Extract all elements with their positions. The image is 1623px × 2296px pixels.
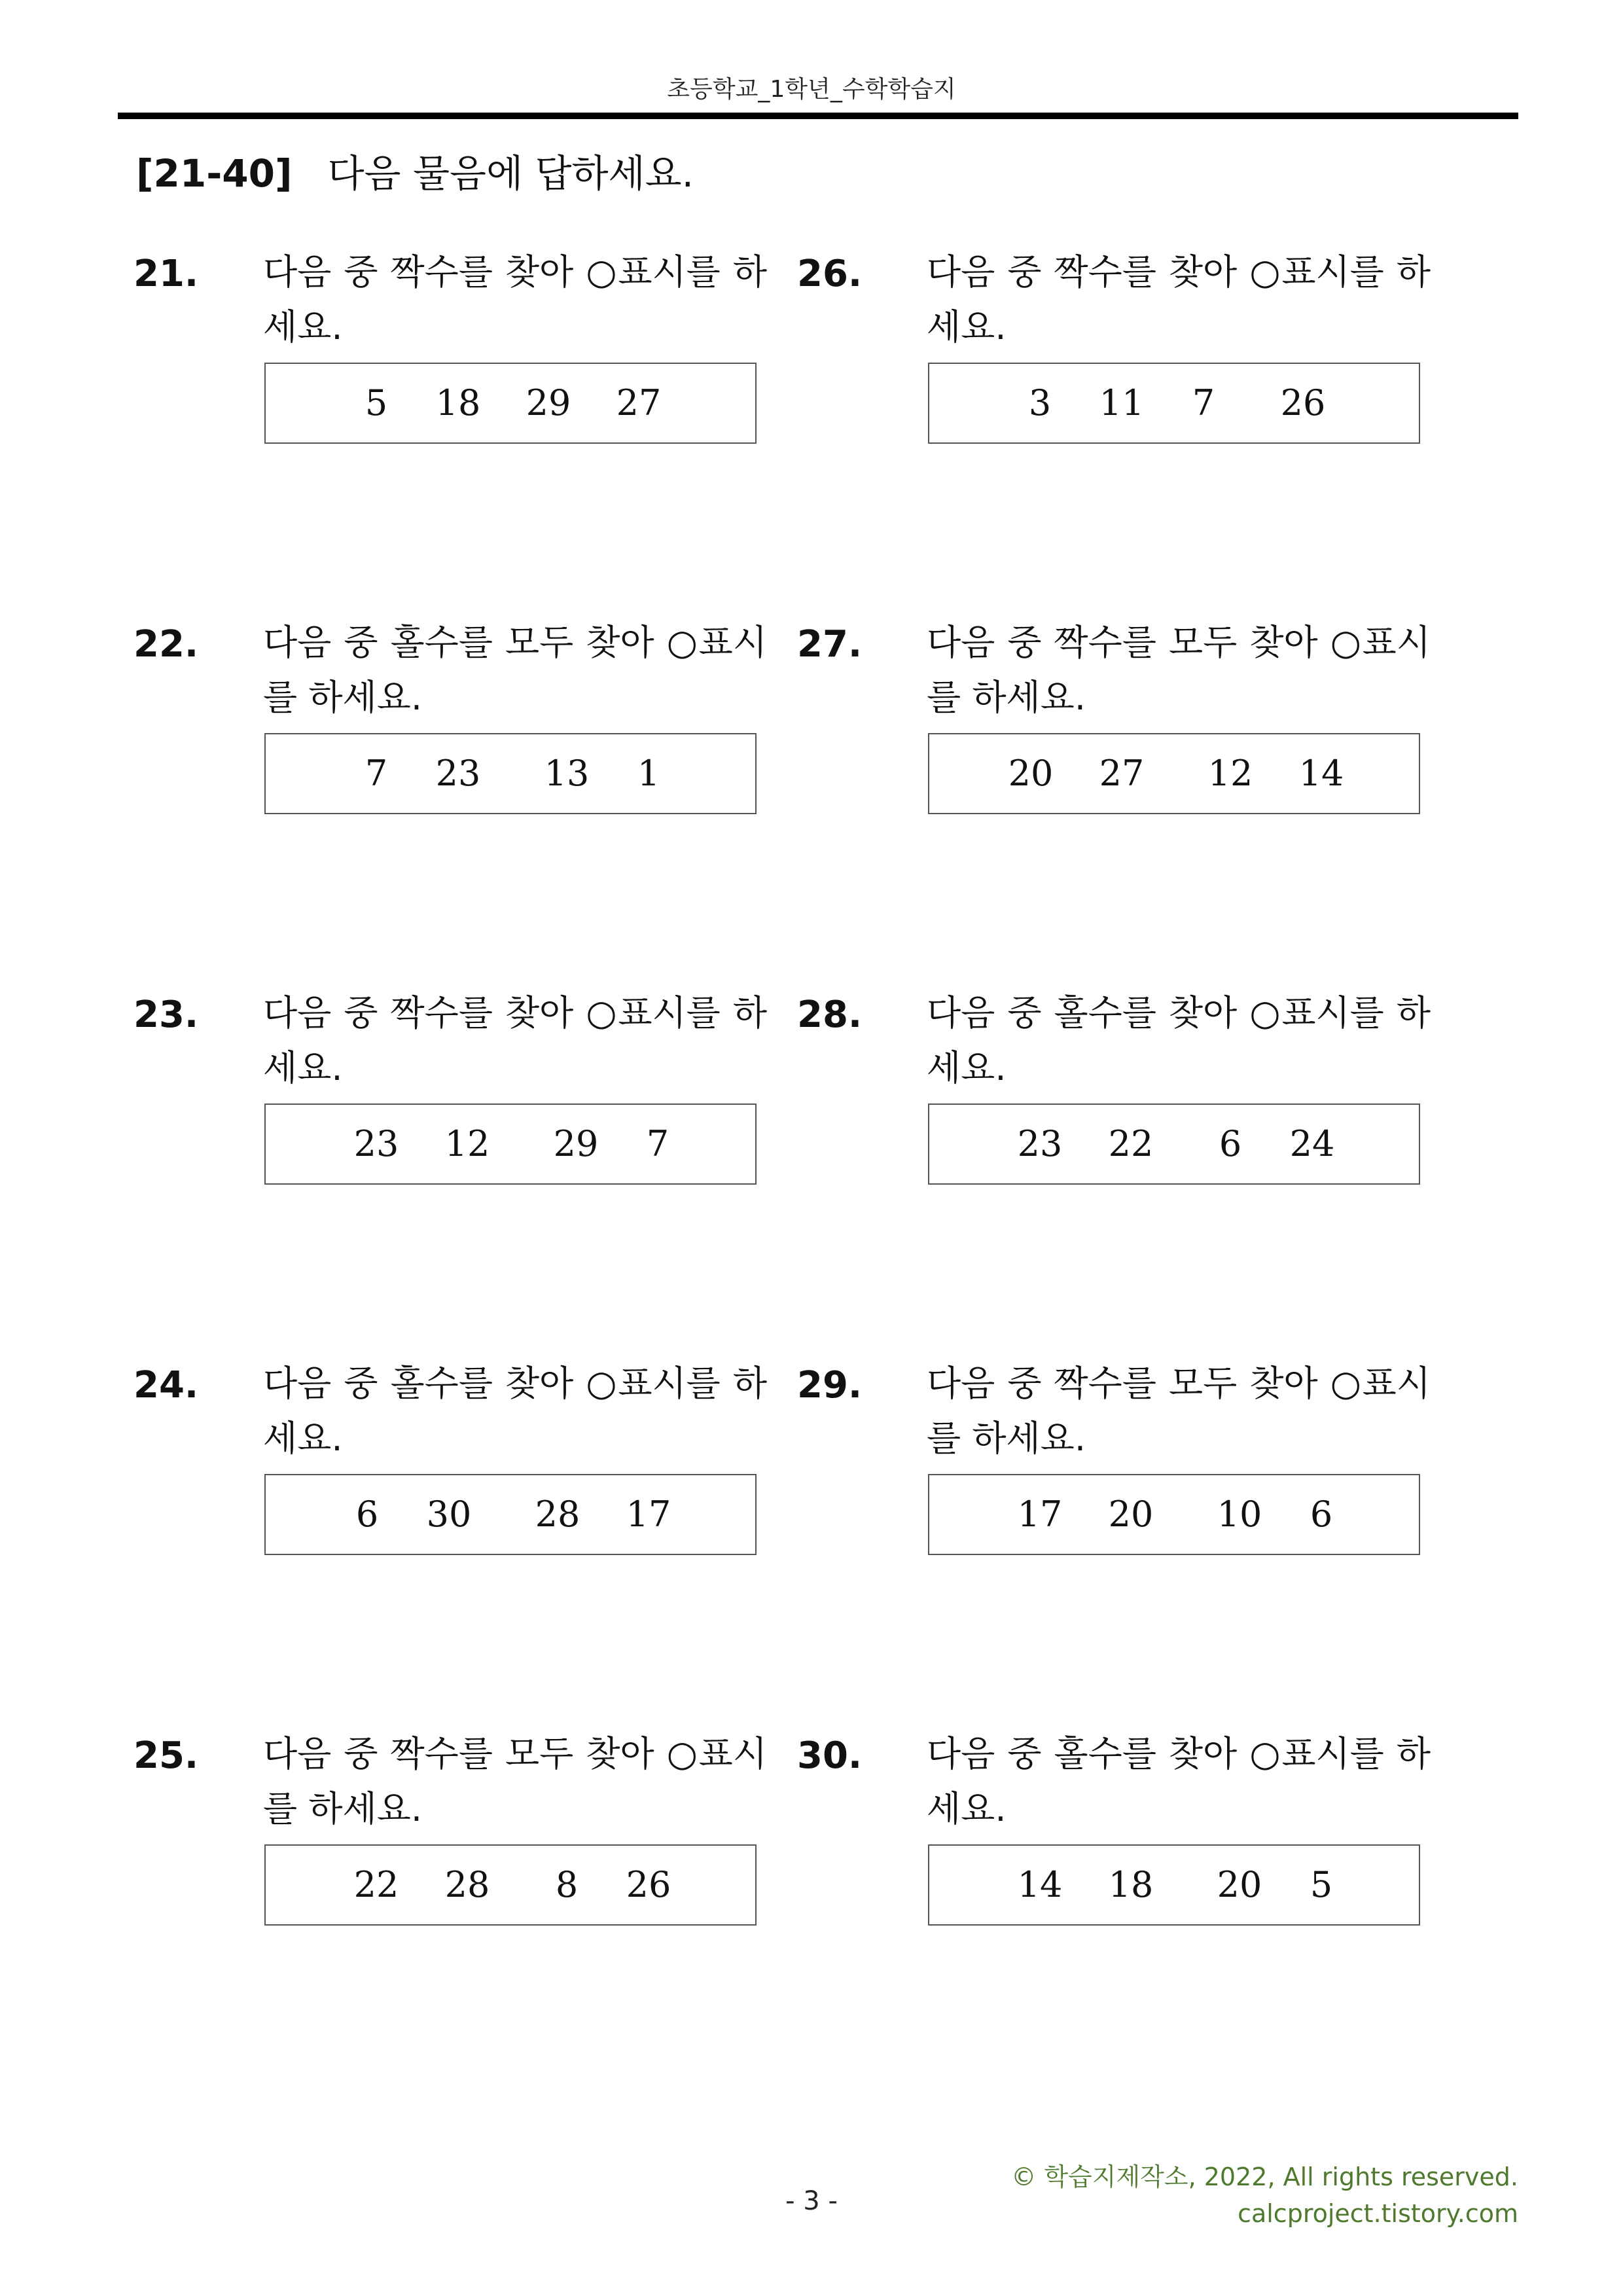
problem-number: 29. xyxy=(797,1364,863,1407)
problem-24 xyxy=(134,1356,788,1566)
number-option[interactable]: 18 xyxy=(1108,1864,1154,1905)
question-text: 다음 중 짝수를 찾아 ○표시를 하세요. xyxy=(263,992,767,1088)
header-rule xyxy=(118,113,1518,119)
number-option[interactable]: 3 xyxy=(1028,382,1052,423)
number-option[interactable]: 22 xyxy=(1108,1123,1154,1164)
problem-21 xyxy=(134,245,788,454)
page-header-title: 초등학교_1학년_수학학습지 xyxy=(667,76,956,103)
number-option[interactable]: 12 xyxy=(444,1123,490,1164)
number-box xyxy=(264,1844,757,1926)
question-text: 다음 중 짝수를 찾아 ○표시를 하세요. xyxy=(263,251,767,348)
number-option[interactable]: 7 xyxy=(1192,382,1215,423)
number-box xyxy=(264,1474,757,1555)
number-option[interactable]: 29 xyxy=(526,382,571,423)
number-option[interactable]: 17 xyxy=(626,1494,671,1535)
question-text: 다음 중 짝수를 모두 찾아 ○표시를 하세요. xyxy=(263,1733,767,1829)
number-option[interactable]: 17 xyxy=(1017,1494,1063,1535)
number-box xyxy=(928,1844,1420,1926)
number-option[interactable]: 6 xyxy=(1219,1123,1242,1164)
problem-30 xyxy=(797,1727,1452,1936)
question-text: 다음 중 홀수를 모두 찾아 ○표시를 하세요. xyxy=(263,622,767,718)
number-option[interactable]: 18 xyxy=(435,382,481,423)
number-box xyxy=(264,733,757,814)
number-option[interactable]: 5 xyxy=(365,382,388,423)
problem-29 xyxy=(797,1356,1452,1566)
number-option[interactable]: 24 xyxy=(1289,1123,1335,1164)
number-option[interactable]: 13 xyxy=(544,753,590,794)
instruction xyxy=(136,143,694,198)
number-option[interactable]: 23 xyxy=(435,753,481,794)
number-option[interactable]: 11 xyxy=(1099,382,1145,423)
question-text: 다음 중 홀수를 찾아 ○표시를 하세요. xyxy=(927,992,1431,1088)
problem-number: 28. xyxy=(797,994,863,1036)
number-box xyxy=(264,1103,757,1185)
problem-23 xyxy=(134,986,788,1195)
number-option[interactable]: 23 xyxy=(353,1123,399,1164)
copyright-text: © 학습지제작소, 2022, All rights reserved. xyxy=(1011,2162,1518,2191)
number-box xyxy=(928,1474,1420,1555)
number-option[interactable]: 26 xyxy=(1280,382,1326,423)
problem-number: 27. xyxy=(797,623,863,666)
problem-number: 21. xyxy=(134,253,199,295)
problem-number: 24. xyxy=(134,1364,199,1407)
number-option[interactable]: 23 xyxy=(1017,1123,1063,1164)
problem-number: 22. xyxy=(134,623,199,666)
number-option[interactable]: 20 xyxy=(1217,1864,1262,1905)
number-option[interactable]: 7 xyxy=(646,1123,669,1164)
instruction-text: 다음 물음에 답하세요. xyxy=(327,151,694,196)
number-option[interactable]: 6 xyxy=(1310,1494,1333,1535)
site-link[interactable]: calcproject.tistory.com xyxy=(1238,2199,1518,2228)
number-option[interactable]: 8 xyxy=(555,1864,579,1905)
number-option[interactable]: 28 xyxy=(444,1864,490,1905)
problem-number: 25. xyxy=(134,1734,199,1777)
number-option[interactable]: 26 xyxy=(626,1864,671,1905)
question-text: 다음 중 홀수를 찾아 ○표시를 하세요. xyxy=(927,1733,1431,1829)
problem-27 xyxy=(797,615,1452,825)
number-option[interactable]: 20 xyxy=(1008,753,1054,794)
question-text: 다음 중 홀수를 찾아 ○표시를 하세요. xyxy=(263,1363,767,1459)
number-option[interactable]: 20 xyxy=(1108,1494,1154,1535)
number-option[interactable]: 27 xyxy=(616,382,662,423)
number-box xyxy=(264,363,757,444)
number-option[interactable]: 28 xyxy=(535,1494,580,1535)
problem-28 xyxy=(797,986,1452,1195)
question-text: 다음 중 짝수를 모두 찾아 ○표시를 하세요. xyxy=(927,1363,1431,1459)
problem-number: 26. xyxy=(797,253,863,295)
question-text: 다음 중 짝수를 모두 찾아 ○표시를 하세요. xyxy=(927,622,1431,718)
number-option[interactable]: 6 xyxy=(355,1494,379,1535)
number-option[interactable]: 14 xyxy=(1017,1864,1063,1905)
number-box xyxy=(928,363,1420,444)
number-box xyxy=(928,733,1420,814)
problem-number: 23. xyxy=(134,994,199,1036)
number-option[interactable]: 7 xyxy=(365,753,388,794)
number-option[interactable]: 14 xyxy=(1298,753,1344,794)
page-number: - 3 - xyxy=(785,2186,838,2216)
number-option[interactable]: 10 xyxy=(1217,1494,1262,1535)
number-option[interactable]: 1 xyxy=(637,753,660,794)
number-option[interactable]: 5 xyxy=(1310,1864,1333,1905)
number-option[interactable]: 29 xyxy=(553,1123,599,1164)
problem-22 xyxy=(134,615,788,825)
number-box xyxy=(928,1103,1420,1185)
problem-26 xyxy=(797,245,1452,454)
number-option[interactable]: 30 xyxy=(426,1494,472,1535)
problem-range: [21-40] xyxy=(136,151,293,196)
number-option[interactable]: 12 xyxy=(1207,753,1253,794)
question-text: 다음 중 짝수를 찾아 ○표시를 하세요. xyxy=(927,251,1431,348)
number-option[interactable]: 27 xyxy=(1099,753,1145,794)
problem-25 xyxy=(134,1727,788,1936)
number-option[interactable]: 22 xyxy=(353,1864,399,1905)
problem-number: 30. xyxy=(797,1734,863,1777)
